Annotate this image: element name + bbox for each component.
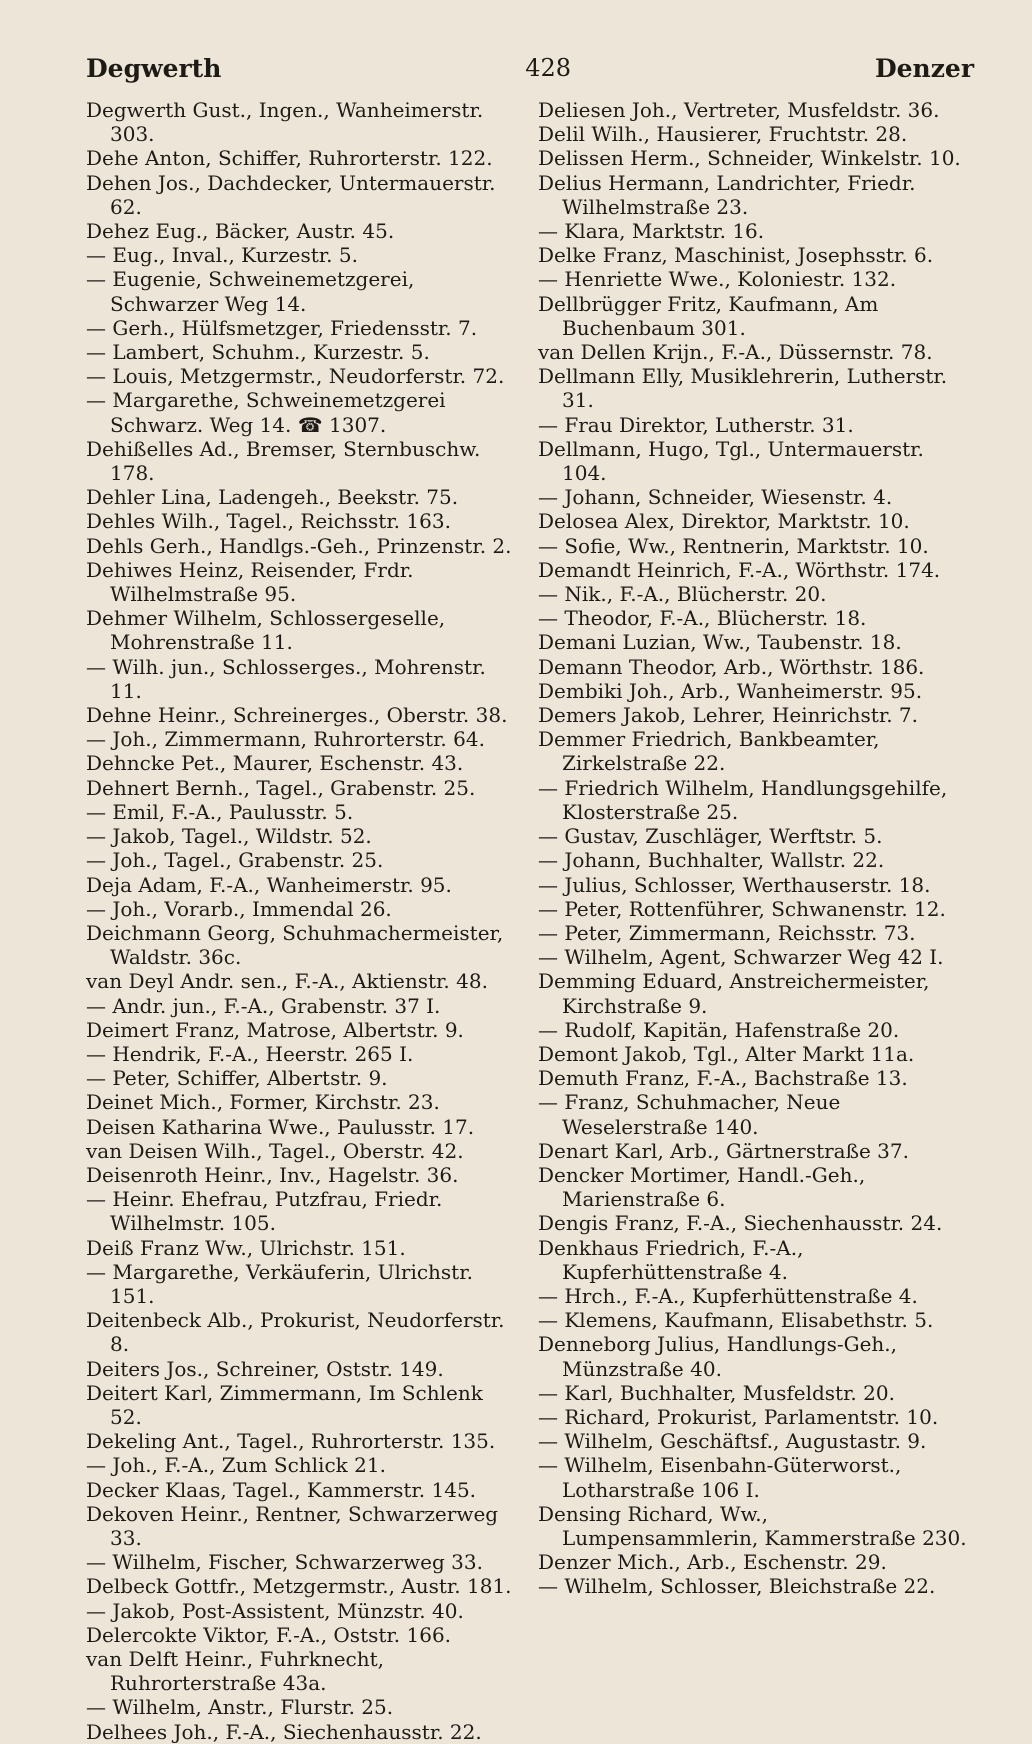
directory-entry: — Klemens, Kaufmann, Elisabethstr. 5. (538, 1308, 934, 1333)
directory-entry: — Johann, Buchhalter, Wallstr. 22. (538, 848, 885, 873)
directory-entry: Deisen Katharina Wwe., Paulusstr. 17. (86, 1114, 475, 1139)
directory-entry: Deja Adam, F.-A., Wanheimerstr. 95. (86, 872, 452, 897)
directory-entry: Dellmann, Hugo, Tgl., Untermauerstr. 104. (538, 436, 924, 486)
directory-entry: — Joh., F.-A., Zum Schlick 21. (86, 1453, 386, 1478)
directory-entry: Deimert Franz, Matrose, Albertstr. 9. (86, 1017, 464, 1042)
directory-entry: Delosea Alex, Direktor, Marktstr. 10. (538, 509, 910, 534)
directory-entry: — Heinr. Ehefrau, Putzfrau, Friedr. Wilhelmstr. 105. (86, 1187, 443, 1236)
directory-entry: Dehles Wilh., Tagel., Reichsstr. 163. (86, 509, 451, 534)
directory-entry: Dehmer Wilhelm, Schlossergeselle, Mohrenstraße 11. (86, 606, 446, 655)
directory-entry: Dellbrügger Fritz, Kaufmann, Am Buchenbaum 301. (538, 291, 879, 340)
directory-entry: Degwerth Gust., Ingen., Wanheimerstr. 303. (86, 98, 484, 147)
directory-entry: — Peter, Schiffer, Albertstr. 9. (86, 1066, 388, 1091)
directory-entry: Demandt Heinrich, F.-A., Wörthstr. 174. (538, 557, 941, 582)
directory-entry: — Eug., Inval., Kurzestr. 5. (86, 243, 358, 268)
directory-entry: — Eugenie, Schweinemetzgerei, Schwarzer Weg 14. (86, 267, 415, 316)
directory-entry: Demann Theodor, Arb., Wörthstr. 186. (538, 654, 925, 679)
directory-entry: — Julius, Schlosser, Werthauserstr. 18. (538, 872, 931, 897)
directory-entry: Dehen Jos., Dachdecker, Untermauerstr. 62. (86, 170, 496, 219)
directory-entry: — Jakob, Tagel., Wildstr. 52. (86, 824, 372, 849)
directory-entry: Delissen Herm., Schneider, Winkelstr. 10. (538, 146, 961, 171)
directory-entry: Delercokte Viktor, F.-A., Oststr. 166. (86, 1622, 452, 1647)
directory-entry: Dehe Anton, Schiffer, Ruhrorterstr. 122. (86, 146, 493, 171)
directory-entry: Dembiki Joh., Arb., Wanheimerstr. 95. (538, 678, 923, 703)
directory-entry: Deinet Mich., Former, Kirchstr. 23. (86, 1090, 440, 1115)
directory-entry: Dehne Heinr., Schreinerges., Oberstr. 38. (86, 703, 508, 728)
directory-entry: Deichmann Georg, Schuhmachermeister, Waldstr. 36c. (86, 920, 504, 970)
directory-entry: — Wilh. jun., Schlosserges., Mohrenstr. 11. (86, 654, 486, 703)
directory-entry: — Karl, Buchhalter, Musfeldstr. 20. (538, 1380, 895, 1405)
directory-entry: Demmer Friedrich, Bankbeamter, Zirkelstraße 22. (538, 727, 880, 776)
page-header (86, 48, 974, 88)
directory-entry: Delil Wilh., Hausierer, Fruchtstr. 28. (538, 122, 908, 147)
directory-entry: Demont Jakob, Tgl., Alter Markt 11a. (538, 1041, 915, 1066)
directory-entry: Dehnert Bernh., Tagel., Grabenstr. 25. (86, 775, 476, 800)
directory-entry: — Andr. jun., F.-A., Grabenstr. 37 I. (86, 993, 441, 1018)
directory-entry: — Lambert, Schuhm., Kurzestr. 5. (86, 340, 430, 365)
directory-entry: — Henriette Wwe., Koloniestr. 132. (538, 267, 897, 292)
directory-entry: Denart Karl, Arb., Gärtnerstraße 37. (538, 1138, 909, 1163)
directory-entry: Demming Eduard, Anstreichermeister, Kirchstraße 9. (538, 969, 930, 1018)
directory-entry: — Louis, Metzgermstr., Neudorferstr. 72. (86, 364, 505, 389)
right-column (538, 98, 968, 1599)
directory-entry: Delius Hermann, Landrichter, Friedr. Wilhelmstraße 23. (538, 170, 916, 219)
directory-entry: Dencker Mortimer, Handl.-Geh., Marienstraße 6. (538, 1162, 866, 1212)
directory-entry: — Hrch., F.-A., Kupferhüttenstraße 4. (538, 1283, 918, 1308)
directory-entry: Deiters Jos., Schreiner, Oststr. 149. (86, 1356, 444, 1381)
directory-entry: Deiß Franz Ww., Ulrichstr. 151. (86, 1235, 406, 1260)
directory-entry: — Wilhelm, Geschäftsf., Augustastr. 9. (538, 1429, 927, 1454)
directory-entry: — Jakob, Post-Assistent, Münzstr. 40. (86, 1598, 464, 1623)
header-left-word: Degwerth (86, 53, 222, 83)
directory-entry: Denzer Mich., Arb., Eschenstr. 29. (538, 1550, 887, 1575)
directory-entry: van Dellen Krijn., F.-A., Düssernstr. 78. (538, 340, 933, 365)
left-column (86, 98, 516, 1744)
directory-entry: Dehler Lina, Ladengeh., Beekstr. 75. (86, 485, 459, 510)
directory-entry: Dehls Gerh., Handlgs.-Geh., Prinzenstr. 2. (86, 533, 512, 558)
directory-entry: — Wilhelm, Eisenbahn-Güterworst., Lotharstraße 106 I. (538, 1453, 902, 1502)
directory-entry: Densing Richard, Ww., Lumpensammlerin, Kammerstraße 230. (538, 1501, 967, 1550)
directory-entry: — Wilhelm, Schlosser, Bleichstraße 22. (538, 1574, 936, 1599)
directory-entry: — Wilhelm, Anstr., Flurstr. 25. (86, 1695, 394, 1720)
directory-entry: — Joh., Zimmermann, Ruhrorterstr. 64. (86, 727, 485, 752)
directory-entry: Dehißelles Ad., Bremser, Sternbuschw. 178. (86, 436, 481, 486)
directory-entry: van Deyl Andr. sen., F.-A., Aktienstr. 48. (86, 969, 488, 994)
directory-entry: — Hendrik, F.-A., Heerstr. 265 I. (86, 1041, 414, 1066)
directory-entry: Deitert Karl, Zimmermann, Im Schlenk 52. (86, 1380, 483, 1429)
directory-entry: — Rudolf, Kapitän, Hafenstraße 20. (538, 1017, 900, 1042)
directory-entry: Delbeck Gottfr., Metzgermstr., Austr. 181. (86, 1574, 512, 1599)
directory-entry: van Delft Heinr., Fuhrknecht, Ruhrorterstraße 43a. (86, 1647, 385, 1696)
directory-entry: — Franz, Schuhmacher, Neue Weselerstraße 140. (538, 1090, 841, 1139)
page-number: 428 (525, 54, 572, 82)
directory-entry: — Nik., F.-A., Blücherstr. 20. (538, 582, 827, 607)
directory-entry: Demers Jakob, Lehrer, Heinrichstr. 7. (538, 703, 918, 728)
directory-entry: — Emil, F.-A., Paulusstr. 5. (86, 799, 354, 824)
directory-entry: Dehez Eug., Bäcker, Austr. 45. (86, 219, 395, 244)
directory-entry: Denkhaus Friedrich, F.-A., Kupferhüttenstraße 4. (538, 1235, 804, 1284)
directory-entry: Dehiwes Heinz, Reisender, Frdr. Wilhelmstraße 95. (86, 557, 414, 607)
directory-entry: — Klara, Marktstr. 16. (538, 219, 765, 244)
directory-entry: Denneborg Julius, Handlungs-Geh., Münzstraße 40. (538, 1332, 898, 1381)
directory-entry: van Deisen Wilh., Tagel., Oberstr. 42. (86, 1138, 464, 1163)
directory-entry: — Wilhelm, Fischer, Schwarzerweg 33. (86, 1550, 483, 1575)
directory-entry: Dellmann Elly, Musiklehrerin, Lutherstr. 31. (538, 364, 948, 413)
directory-entry: — Margarethe, Schweinemetzgerei Schwarz. Weg 14. ☎ 1307. (86, 388, 446, 437)
directory-entry: — Friedrich Wilhelm, Handlungsgehilfe, Klosterstraße 25. (538, 775, 948, 824)
directory-entry: — Joh., Vorarb., Immendal 26. (86, 896, 392, 921)
directory-entry: — Margarethe, Verkäuferin, Ulrichstr. 151. (86, 1259, 473, 1308)
directory-entry: — Sofie, Ww., Rentnerin, Marktstr. 10. (538, 533, 929, 558)
directory-entry: Dekoven Heinr., Rentner, Schwarzerweg 33. (86, 1501, 499, 1550)
directory-entry: Dehncke Pet., Maurer, Eschenstr. 43. (86, 751, 464, 776)
directory-entry: Decker Klaas, Tagel., Kammerstr. 145. (86, 1477, 477, 1502)
directory-entry: — Johann, Schneider, Wiesenstr. 4. (538, 485, 893, 510)
directory-entry: — Gerh., Hülfsmetzger, Friedensstr. 7. (86, 315, 478, 340)
directory-entry: Delhees Joh., F.-A., Siechenhausstr. 22. (86, 1719, 482, 1744)
directory-entry: — Joh., Tagel., Grabenstr. 25. (86, 848, 384, 873)
directory-entry: — Theodor, F.-A., Blücherstr. 18. (538, 606, 867, 631)
directory-entry: — Wilhelm, Agent, Schwarzer Weg 42 I. (538, 945, 944, 970)
directory-entry: — Peter, Zimmermann, Reichsstr. 73. (538, 920, 916, 945)
directory-entry: Demani Luzian, Ww., Taubenstr. 18. (538, 630, 902, 655)
directory-entry: Dekeling Ant., Tagel., Ruhrorterstr. 135. (86, 1429, 496, 1454)
directory-entry: Dengis Franz, F.-A., Siechenhausstr. 24. (538, 1211, 943, 1236)
header-right-word: Denzer (874, 53, 974, 83)
directory-entry: — Richard, Prokurist, Parlamentstr. 10. (538, 1404, 939, 1429)
directory-entry: Deliesen Joh., Vertreter, Musfeldstr. 36. (538, 98, 940, 122)
directory-entry: — Gustav, Zuschläger, Werftstr. 5. (538, 824, 883, 849)
directory-entry: — Frau Direktor, Lutherstr. 31. (538, 412, 854, 437)
directory-entry: Demuth Franz, F.-A., Bachstraße 13. (538, 1066, 908, 1091)
directory-entry: Delke Franz, Maschinist, Josephsstr. 6. (538, 243, 934, 268)
directory-entry: Deisenroth Heinr., Inv., Hagelstr. 36. (86, 1162, 459, 1187)
directory-entry: — Peter, Rottenführer, Schwanenstr. 12. (538, 896, 946, 921)
directory-entry: Deitenbeck Alb., Prokurist, Neudorferstr. 8. (86, 1308, 505, 1357)
